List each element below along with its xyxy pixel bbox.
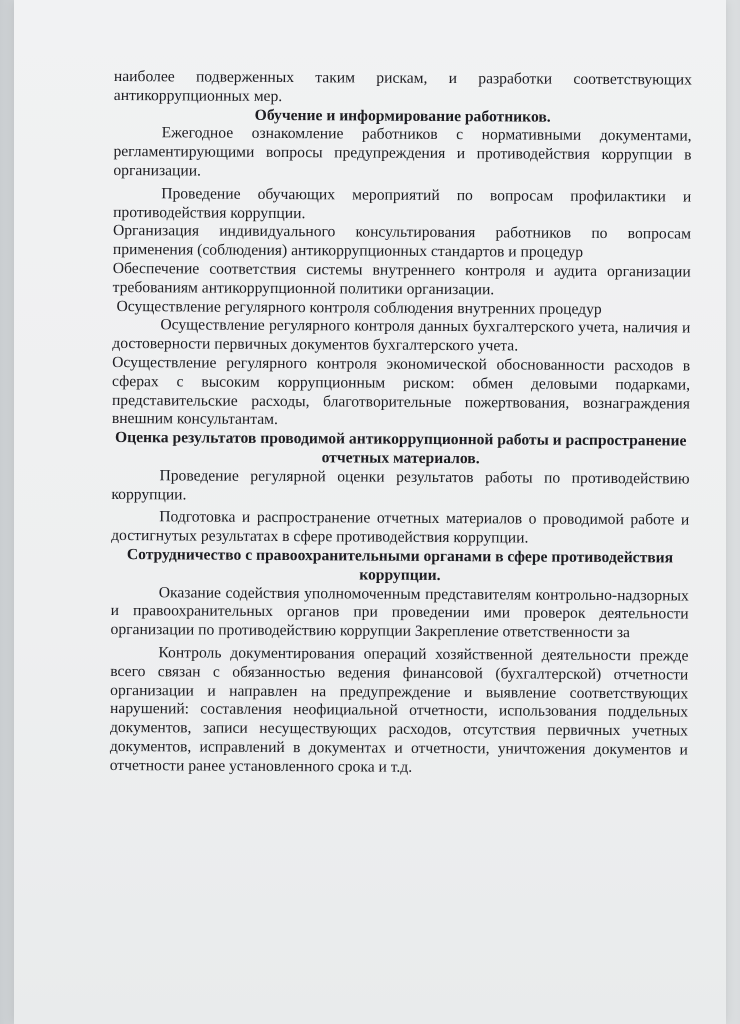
paragraph-intro-end: наиболее подверженных таким рискам, и разработки соответствующих антикоррупционных мер. — [113, 68, 692, 105]
paragraph-internal-control: Обеспечение соответствия системы внутреннего контроля и аудита организации требованиям антикоррупционной политики организации. — [112, 259, 691, 299]
paragraph-assistance: Оказание содействия уполномоченным представителям контрольно-надзорных и правоохранительных органов при проведении ими проверок деятельности организации по противодействию коррупции Закрепление ответственности за — [110, 583, 689, 642]
document-page — [14, 0, 726, 1024]
paragraph-documentation-control: Контроль документирования операций хозяйственной деятельности прежде всего связан с обязанностью ведения финансовой (бухгалтерской) отчетности организации и направлен на предупреждение и выявление соответствующих нарушений: составления неофициальной отчетности, использования поддельных документов, записи несуществующих расходов, отсутствия первичных учетных документов, исправлений в документах и отчетности, уничтожения документов и отчетности ранее установленного срока и т.д. — [109, 644, 689, 776]
paragraph-regular-evaluation: Проведение регулярной оценки результатов работы по противодействию коррупции. — [111, 467, 690, 503]
paragraph-regular-control: Осуществление регулярного контроля соблюдения внутренних процедур — [116, 297, 602, 318]
heading-cooperation: Сотрудничество с правоохранительными органами в сфере противодействия коррупции. — [126, 546, 674, 584]
heading-training: Обучение и информирование работников. — [254, 106, 551, 126]
paragraph-training-events: Проведение обучающих мероприятий по вопросам профилактики и противодействия коррупции. — [113, 185, 692, 222]
paragraph-expense-control: Осуществление регулярного контроля экономической обоснованности расходов в сферах с высоким коррупционным риском: обмен деловыми подарками, представительские расходы, благотворительные пожертвования, вознаграждения внешним консультантам. — [111, 353, 691, 429]
paragraph-reporting: Подготовка и распространение отчетных материалов о проводимой работе и достигнутых результатах в сфере противодействия коррупции. — [111, 508, 690, 547]
paragraph-accounting-control: Осуществление регулярного контроля данных бухгалтерского учета, наличия и достоверности первичных документов бухгалтерского учета. — [112, 316, 691, 355]
heading-evaluation: Оценка результатов проводимой антикоррупционной работы и распространение отчетных материалов. — [114, 429, 687, 468]
paragraph-annual-familiarization: Ежегодное ознакомление работников с нормативными документами, регламентирующими вопросы предупреждения и противодействия коррупции в организации. — [113, 124, 692, 180]
document-body — [110, 68, 692, 779]
paragraph-individual-consulting: Организация индивидуального консультирования работников по вопросам применения (соблюдения) антикоррупционных стандартов и процедур — [112, 222, 692, 262]
